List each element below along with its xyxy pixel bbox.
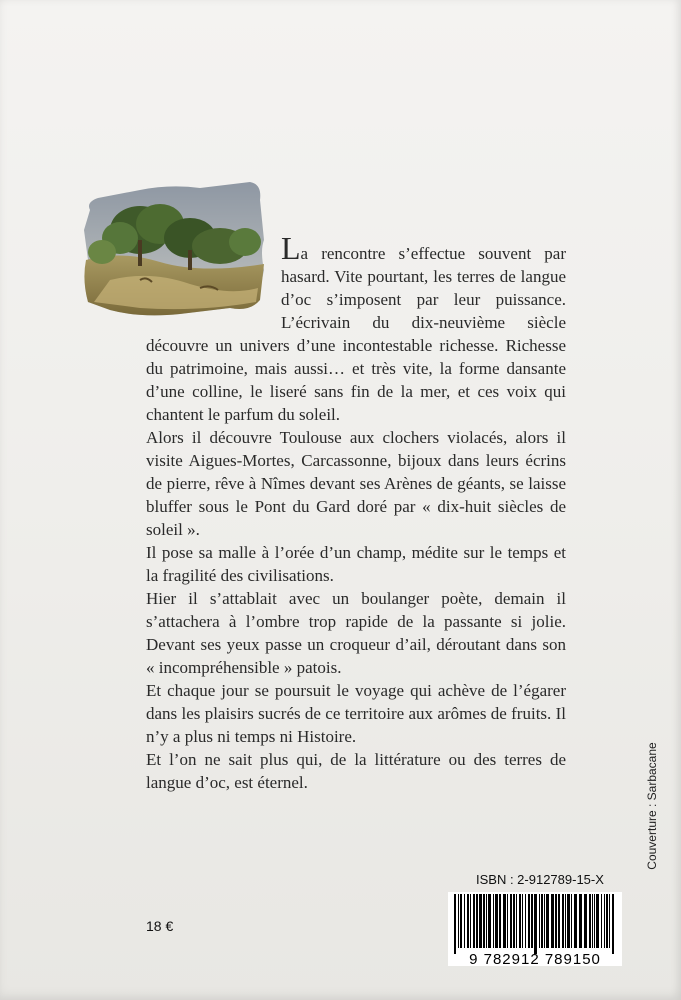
barcode-bar — [460, 894, 462, 948]
barcode-bar — [499, 894, 501, 948]
barcode-bar — [544, 894, 545, 948]
blurb-paragraph: Et chaque jour se poursuit le voyage qui achève de l’égarer dans les plaisirs sucrés de ce territoire aux arômes de fruits. Il n’y a plus ni temps ni Histoire. — [146, 681, 566, 746]
barcode-bar — [503, 894, 506, 948]
ean-digits: 9 782912 789150 — [469, 951, 601, 966]
barcode-bar — [546, 894, 549, 948]
barcode-bar — [541, 894, 543, 948]
barcode-bar — [571, 894, 572, 948]
blurb-paragraph: Alors il découvre Toulouse aux clochers violacés, alors il visite Aigues-Mortes, Carcassonne, bijoux dans leurs écrins de pierre, rêve à Nîmes devant ses Arènes de géants, se laisse bluffer sous le Pont du Gard doré par « dix-huit siècles de soleil ». — [146, 428, 566, 539]
barcode-bar — [493, 894, 494, 948]
barcode-bar — [458, 894, 459, 948]
barcode-bar — [612, 894, 614, 954]
barcode-bar — [528, 894, 530, 948]
cover-credit: Couverture : Sarbacane — [645, 742, 659, 870]
blurb-paragraph: Et l’on ne sait plus qui, de la littérature ou des terres de langue d’oc, est éternel. — [146, 750, 566, 792]
barcode-bar — [555, 894, 557, 948]
back-cover-blurb — [146, 230, 566, 794]
barcode-bar — [476, 894, 478, 948]
barcode-bar — [539, 894, 540, 948]
barcode-bar — [519, 894, 521, 948]
blurb-paragraph: La rencontre s’effectue souvent par hasard. Vite pourtant, les terres de langue d’oc s’imposent par leur puissance. L’écrivain du dix-neuvième siècle découvre un univers d’une incontestable richesse. Richesse du patrimoine, mais aussi… et très vite, la forme dansante d’une colline, le liseré sans fin de la mer, et ces voix qui chantent le parfum du soleil. — [146, 230, 566, 424]
barcode-bar — [467, 894, 469, 948]
blurb-paragraph: Hier il s’attablait avec un boulanger poète, demain il s’attachera à l’ombre trop rapide de la passante si jolie. Devant ses yeux passe un croqueur d’ail, déroutant dans son « incompréhensible » patois. — [146, 589, 566, 677]
barcode-bar — [606, 894, 608, 948]
barcode-bar — [534, 894, 537, 954]
barcode-bar — [470, 894, 471, 948]
barcode-bar — [592, 894, 593, 948]
barcode-bar — [601, 894, 602, 948]
barcode-bar — [488, 894, 491, 948]
barcode-bar — [516, 894, 517, 948]
barcode-bar — [558, 894, 560, 948]
barcode-bar — [495, 894, 498, 948]
barcode-bar — [486, 894, 487, 948]
barcode-bar — [531, 894, 533, 948]
barcode-bar — [473, 894, 475, 948]
barcode-bar — [522, 894, 523, 948]
barcode-bar — [510, 894, 512, 948]
barcode-bar — [562, 894, 564, 948]
barcode-bar — [567, 894, 570, 948]
barcode-bar — [565, 894, 566, 948]
blurb-paragraph: Il pose sa malle à l’orée d’un champ, médite sur le temps et la fragilité des civilisations. — [146, 543, 566, 585]
barcode-bar — [551, 894, 554, 948]
barcode-bar — [609, 894, 610, 948]
price: 18 € — [146, 918, 174, 934]
barcode-bar — [584, 894, 587, 948]
barcode-bar — [574, 894, 577, 948]
barcode-bar — [589, 894, 591, 948]
barcode-bar — [454, 894, 456, 954]
isbn-label: ISBN : 2-912789-15-X — [476, 872, 604, 887]
barcode-bar — [507, 894, 508, 948]
text-wrap-spacer — [146, 238, 281, 330]
barcode-bar — [596, 894, 599, 948]
barcode-bar — [579, 894, 582, 948]
barcode-bar — [464, 894, 465, 948]
barcode-bar — [604, 894, 605, 948]
barcode-bar — [479, 894, 482, 948]
barcode-bar — [483, 894, 485, 948]
barcode-bar — [525, 894, 526, 948]
barcode — [448, 892, 622, 966]
barcode-bar — [513, 894, 515, 948]
drop-cap: L — [281, 230, 301, 266]
barcode-bar — [594, 894, 595, 948]
